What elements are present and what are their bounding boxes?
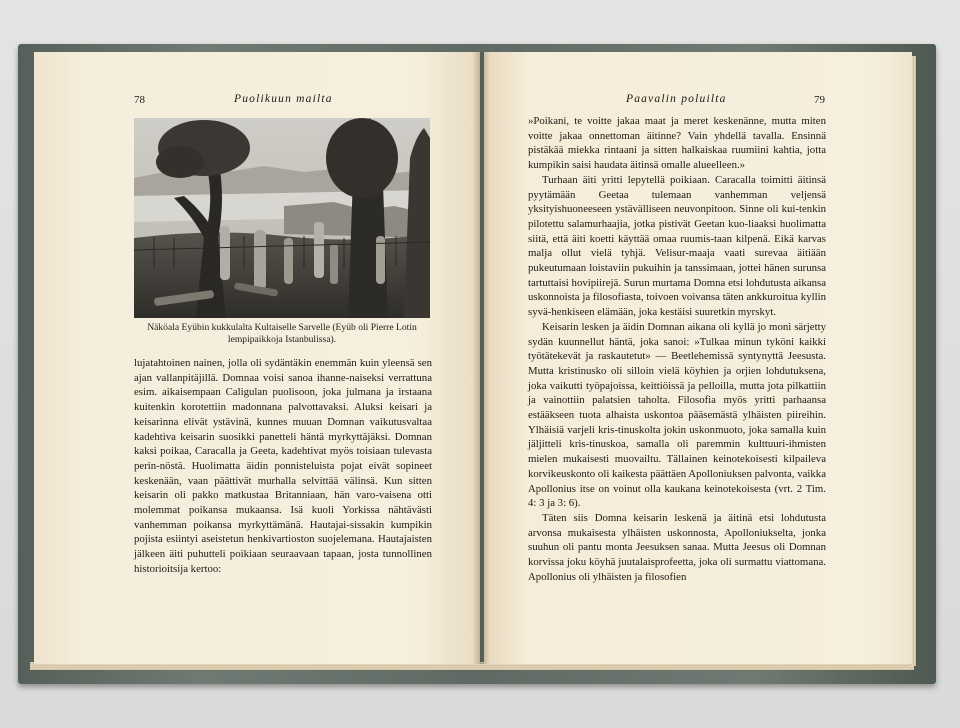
cemetery-photo-image — [134, 118, 430, 318]
right-page — [484, 52, 912, 664]
left-paragraph: lujatahtoinen nainen, jolla oli sydäntäkin enemmän kuin yleensä sen ajan vallanpitäjillä. Domnaa voisi sanoa ihanne-naiseksi verrattuna esim. aikaisempaan Caligulan puolisoon, joka julmana ja irstaana kuitenkin korotettiin madonnana palvottavaksi. Aluksi keisari ja keisarinna elivät ystävinä, kunnes muuan Domnan vaikutusvaltaa kadehtiva keisarin suosikki panetteli häntä myrkyttäjäksi. Domnan kaksi poikaa, Caracalla ja Geeta, kadehtivat myös toisiaan tulevasta perin-nöstä. Huolimatta äidin ponnisteluista pojat eivät sopineet keskenään, vaan päättivät murhalla selvittää välinsä. Kun sitten keisarin oli pakko matkustaa Britanniaan, hän varo-vaisena otti molemmat poikansa mukaansa. Isä kuoli Yorkissa nähtävästi vanhemman poikansa myrkyttämänä. Hautajai-sissakin kumpikin pojista esiintyi aseistetun henkivartioston suojelemana. Hautajaisten jälkeen äiti puhutteli poikiaan seuraavaan tapaan, josta tunnollinen historioitsija kertoo: — [134, 357, 432, 575]
cemetery-photo — [134, 118, 430, 318]
right-body-text — [528, 114, 826, 585]
left-running-head: Puolikuun mailta — [234, 93, 333, 105]
right-page-number: 79 — [814, 94, 825, 106]
right-running-head: Paavalin poluilta — [626, 93, 727, 105]
photo-caption: Näköala Eyübin kukkulalta Kultaiselle Sarvelle (Eyüb oli Pierre Lotin lempipaikkoja Istanbulissa). — [147, 322, 417, 345]
left-page — [34, 52, 480, 664]
right-paragraph-2: Turhaan äiti yritti lepytellä poikiaan. Caracalla toimitti äitinsä pyytämään Geetaa tulemaan vanhemman veljensä yksityishuoneeseen ystävälliseen neuvonpitoon. Sinne oli kui-tenkin pilotettu salamurhaajia, jotka pistivät Geetan kuo-liaaksi huolimatta siitä, että äiti koetti käyttää omaa ruumis-taan kilpenä. Eikä karvas malja ollut vielä tyhjä. Velisur-maaja vaati surevaa äitiään pukeutumaan loistaviin pukuihin ja tanssimaan, jottei hänen surunsa tartuttaisi hovipiirejä. Surun murtama Domna etsi lohdutusta aikansa uskonnoista ja filosofiasta, toivoen voivansa täten ankkuroitua kyllin syvä-henkiseen elämään, joka kestäisi suuretkin myrskyt. — [528, 173, 826, 319]
left-body-text — [134, 356, 432, 577]
left-page-number: 78 — [134, 94, 145, 106]
right-paragraph-4: Täten siis Domna keisarin leskenä ja äitinä etsi lohdutusta arvonsa mukaisesta ylhäisten uskonnosta, Apolloniukselta, jonka suuhun oli pantu monta Jeesuksen sanaa. Mutta Jeesus oli Domnan korvissa joku köyhä juutalaisprofeetta, joka oli surmattu viattomana. Apollonius oli ylhäisten ja filosofien — [528, 511, 826, 583]
right-paragraph-3: Keisarin lesken ja äidin Domnan aikana oli kyllä jo moni särjetty sydän kuunnellut häntä, joka sanoi: »Tulkaa minun tyköni kaikki työtätekevät ja raskautetut» — Beetlehemissä syntynyttä Jeesusta. Mutta kristinusko oli silloin vielä köyhien ja orjien lohdutuksena, joka vaikutti työpajoissa, keittiöissä ja pelloilla, mutta jota pilkattiin ja vainottiin palatsien taholta. Filosofia myös yritti parhaansa estääkseen tuota alhaista uskontoa pääsemästä ylhäisten piireihin. Ylhäisiä varjeli kris-tinuskolta jokin uskonmuoto, joka samalla kuin jäljitteli kris-tinuskoa, samalla oli paremmin kulttuuri-ihmisten mielen mukaisesti muovailtu. Tällainen keinotekoisesti kilpaileva korvikeuskonto oli kaikesta päättäen Apolloniuksen palvonta, vaikka Apollonius itse on voinut olla kaukana keinotekoisesta (vrt. 2 Tim. 4: 3 ja 3: 6). — [528, 320, 826, 510]
book-gutter — [472, 52, 490, 664]
right-paragraph-1: »Poikani, te voitte jakaa maat ja meret keskenänne, mutta miten voitte jakaa onnettoman äitinne? Vain yhdellä tavalla. Ensinnä pistäkää miekka rintaani ja sitten halkaiskaa ruumiini kahtia, jotta kumpikin saisi haudata äitinsä omalle alueelleen.» — [528, 115, 826, 172]
